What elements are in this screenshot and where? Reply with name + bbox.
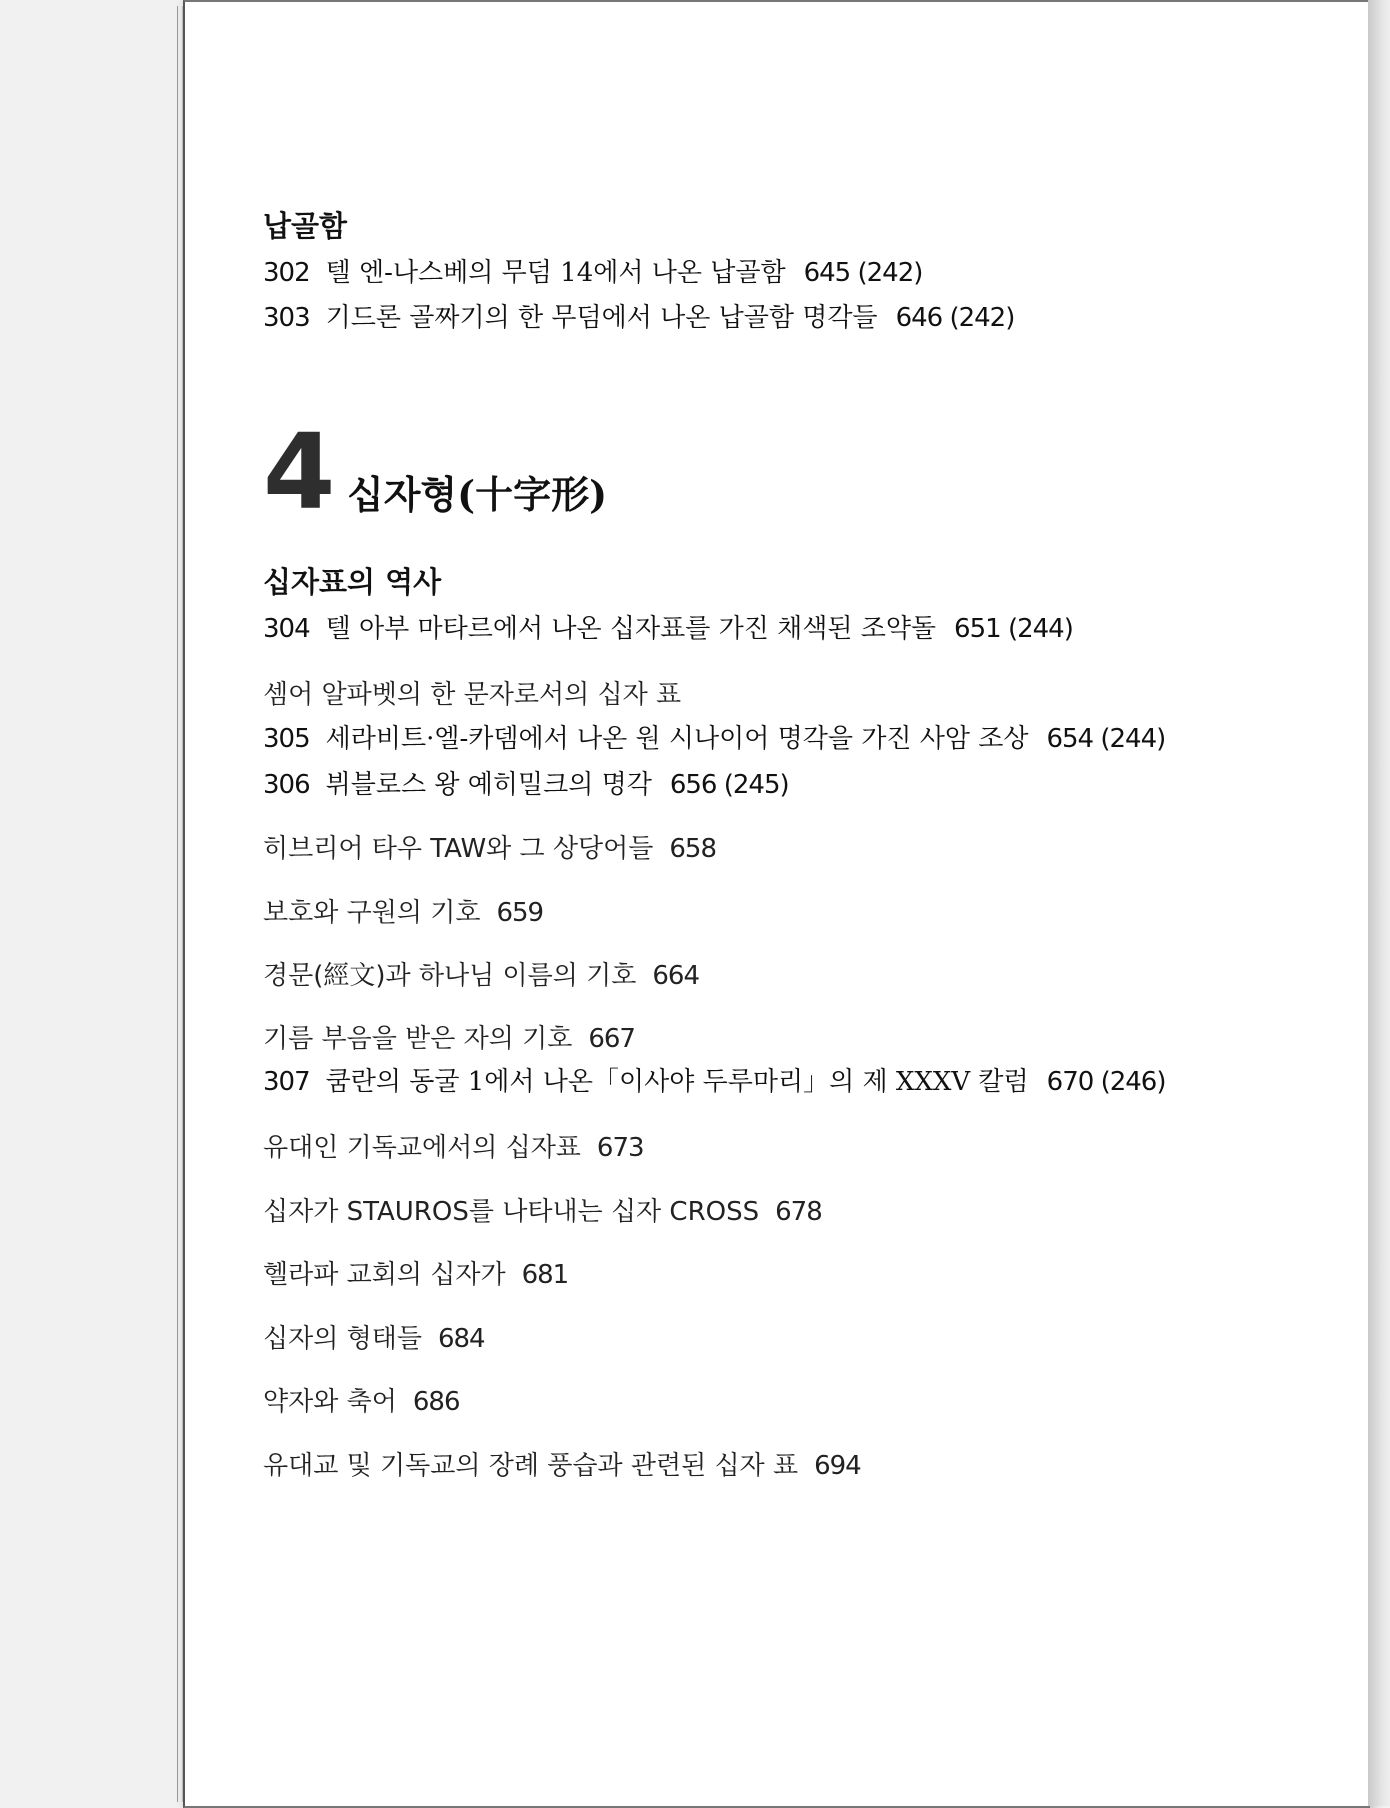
list-item-304 [263,608,1073,645]
subsection-semitic-alphabet [263,674,681,711]
subsection-funeral-customs [263,1445,861,1482]
list-item-306 [263,764,789,801]
subsection-pages: 678 [775,1197,822,1227]
item-pages: 656 (245) [669,770,789,800]
item-pages: 651 (244) [954,614,1073,644]
subsection-hellenist-church [263,1254,568,1291]
list-item-307 [263,1061,1165,1098]
item-number: 304 [263,614,310,644]
list-item-302 [263,252,922,289]
item-text: 뷔블로스 왕 예히밀크의 명각 [325,770,652,800]
subsection-text: 히브리어 타우 TAW와 그 상당어들 [263,834,654,864]
subsection-cross-forms [263,1318,485,1355]
subsection-text: 보호와 구원의 기호 [263,898,481,928]
item-text: 텔 엔-나스베의 무덤 14에서 나온 납골함 [325,258,786,288]
subsection-pages: 681 [521,1260,569,1290]
subsection-text: 경문(經文)과 하나님 이름의 기호 [263,961,637,991]
item-pages: 654 (244) [1046,724,1166,754]
item-text: 쿰란의 동굴 1에서 나온「이사야 두루마리」의 제 XXXV 칼럼 [325,1067,1029,1097]
section-heading-ossuary: 납골함 [263,209,348,243]
item-number: 303 [263,303,310,333]
subsection-jewish-christianity [263,1127,644,1164]
subsection-text: 유대인 기독교에서의 십자표 [263,1133,581,1163]
subsection-pages: 684 [437,1324,485,1354]
subsection-text: 유대교 및 기독교의 장례 풍습과 관련된 십자 표 [263,1451,799,1481]
list-item-303 [263,297,1014,334]
subsection-text: 기름 부음을 받은 자의 기호 [263,1024,573,1054]
item-pages: 670 (246) [1046,1067,1166,1097]
subsection-text: 셈어 알파벳의 한 문자로서의 십자 표 [263,680,682,710]
item-text: 텔 아부 마타르에서 나온 십자표를 가진 채색된 조약돌 [325,614,937,644]
item-pages: 645 (242) [803,258,923,288]
subsection-pages: 673 [596,1133,644,1163]
subsection-pages: 658 [669,834,717,864]
subsection-anointed [263,1018,635,1055]
subsection-text: 약자와 축어 [263,1387,397,1417]
item-number: 307 [263,1067,310,1097]
page-edge-shadow [1368,0,1390,1806]
item-text: 세라비트·엘-카뎀에서 나온 원 시나이어 명각을 가진 사암 조상 [325,724,1029,754]
subsection-pages: 667 [588,1024,635,1054]
list-item-305 [263,718,1165,755]
item-number: 306 [263,770,310,800]
subsection-hebrew-taw [263,828,716,865]
chapter-title: 십자형(十字形) [347,472,608,517]
item-number: 302 [263,258,310,288]
section-heading-history: 십자표의 역사 [263,565,442,599]
item-pages: 646 (242) [895,303,1015,333]
subsection-pages: 664 [652,961,699,991]
subsection-pages: 694 [814,1451,861,1481]
book-page [183,0,1370,1808]
item-number: 305 [263,724,310,754]
subsection-text: 헬라파 교회의 십자가 [263,1260,506,1290]
subsection-scripture [263,955,699,992]
subsection-abbreviations [263,1381,460,1418]
subsection-pages: 686 [412,1387,460,1417]
subsection-text: 십자의 형태들 [263,1324,422,1354]
chapter-number: 4 [263,411,334,533]
subsection-protection [263,892,543,929]
subsection-text: 십자가 STAUROS를 나타내는 십자 CROSS [263,1197,760,1227]
subsection-pages: 659 [496,898,544,928]
item-text: 기드론 골짜기의 한 무덤에서 나온 납골함 명각들 [325,303,878,333]
subsection-stauros [263,1191,822,1228]
